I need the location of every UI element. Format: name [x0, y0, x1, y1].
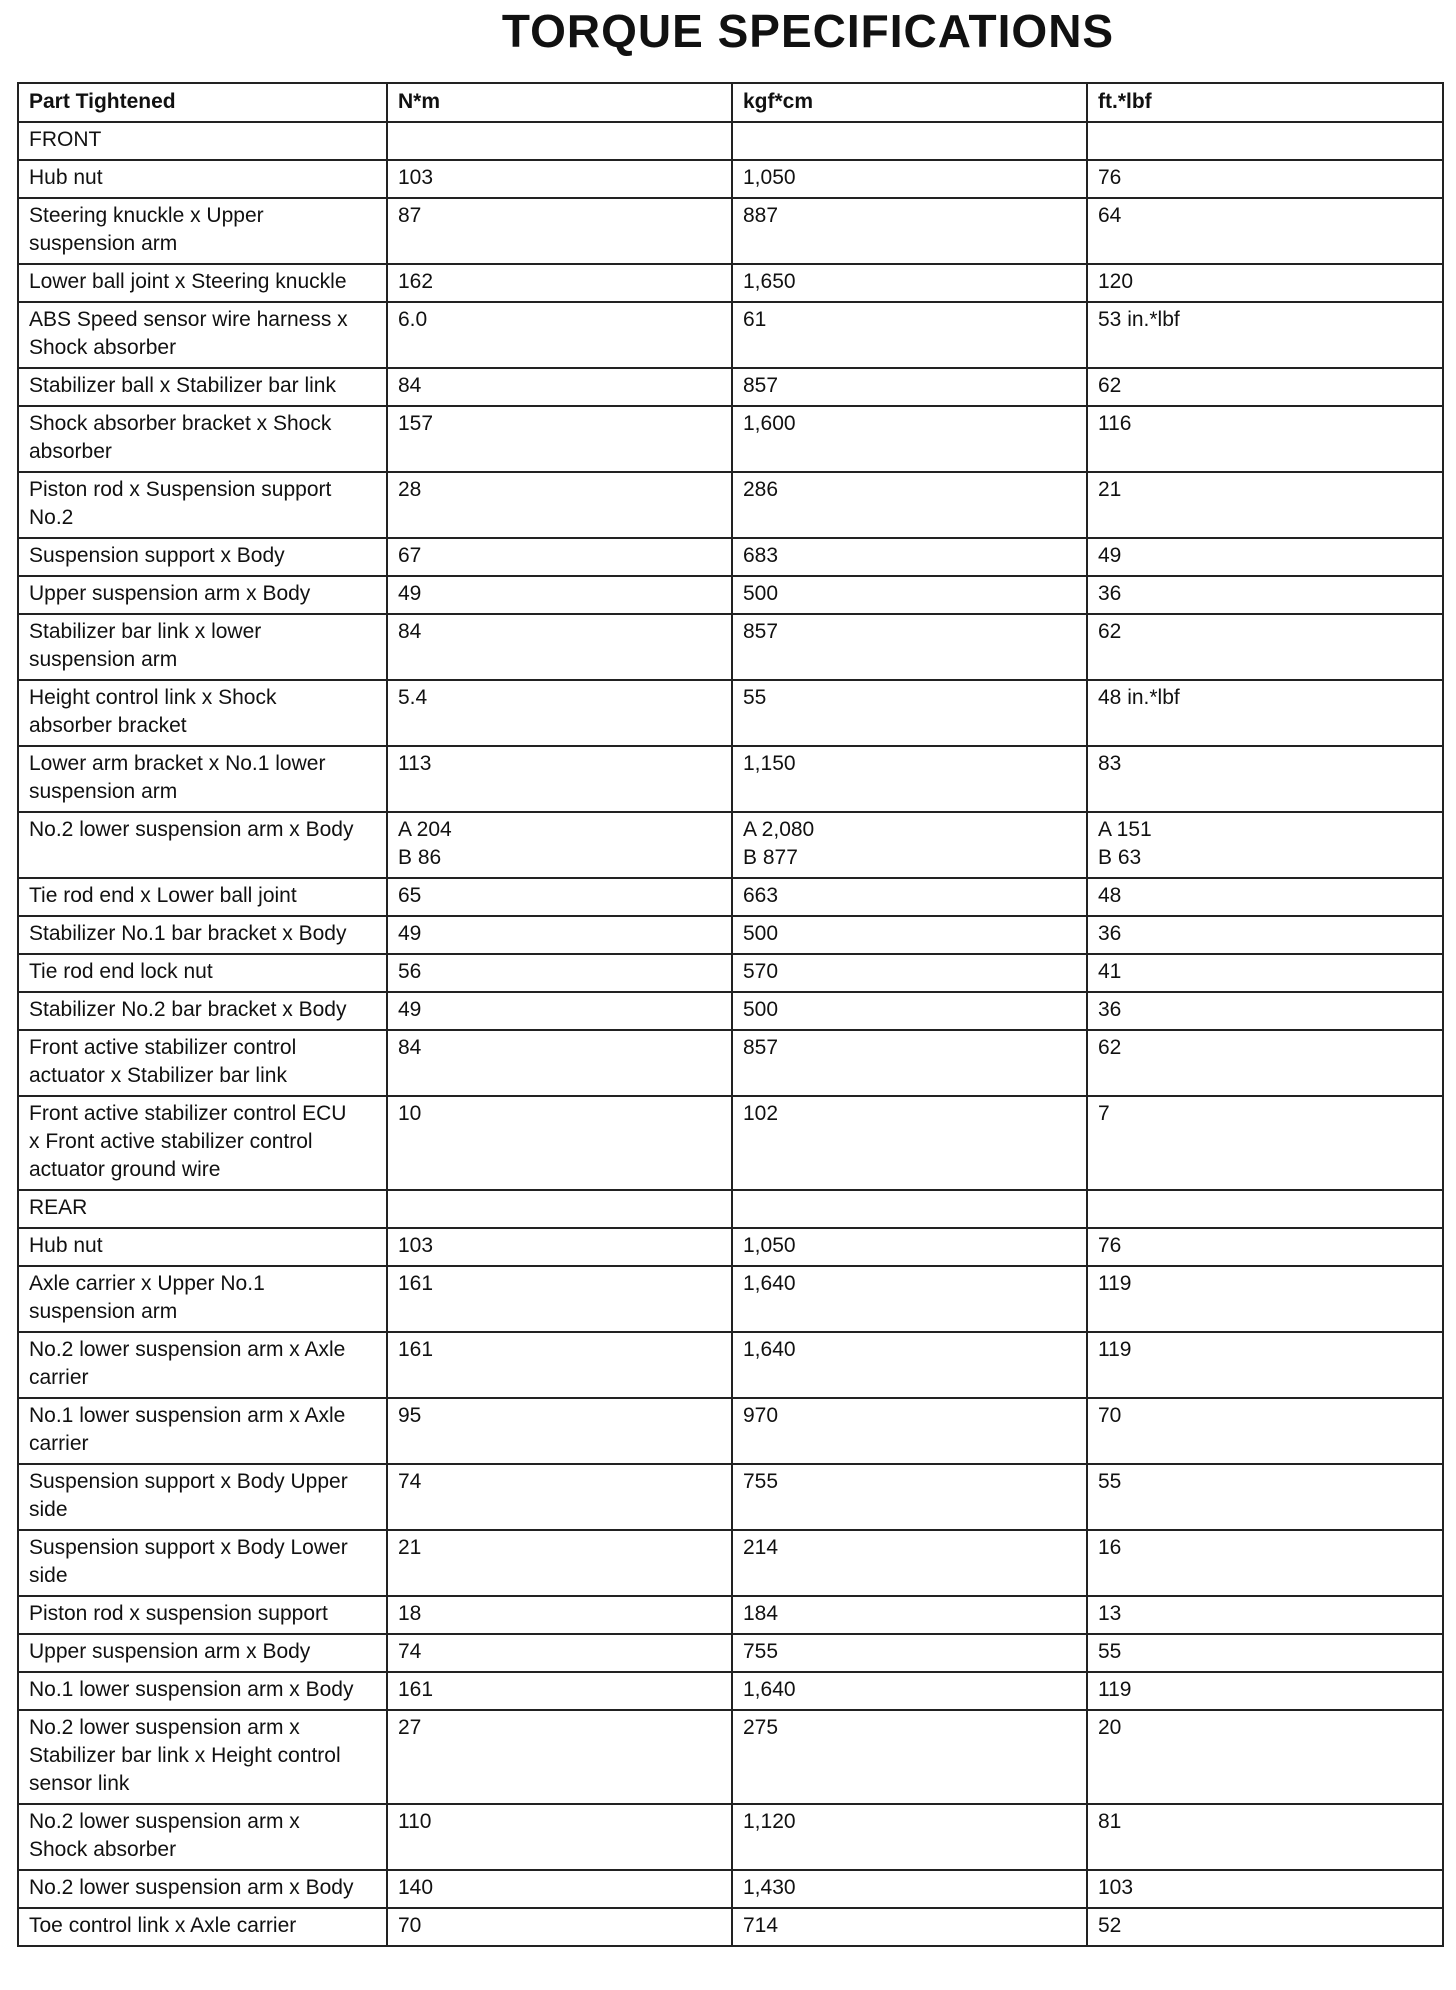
ft-lbf-cell: 64	[1087, 198, 1443, 264]
kgf-cm-cell: 1,050	[732, 1228, 1087, 1266]
table-row	[18, 198, 1443, 264]
table-row	[18, 1672, 1443, 1710]
part-cell: No.2 lower suspension arm x Body	[18, 812, 387, 878]
table-row	[18, 1870, 1443, 1908]
kgf-cm-cell: 55	[732, 680, 1087, 746]
nm-cell: 49	[387, 576, 732, 614]
table-row	[18, 472, 1443, 538]
nm-cell: 162	[387, 264, 732, 302]
kgf-cm-cell: 286	[732, 472, 1087, 538]
ft-lbf-cell	[1087, 1190, 1443, 1228]
kgf-cm-cell: A 2,080 B 877	[732, 812, 1087, 878]
ft-lbf-cell: 119	[1087, 1266, 1443, 1332]
kgf-cm-cell: 857	[732, 368, 1087, 406]
nm-cell	[387, 122, 732, 160]
ft-lbf-cell: 53 in.*lbf	[1087, 302, 1443, 368]
ft-lbf-cell: 76	[1087, 160, 1443, 198]
nm-cell: 49	[387, 992, 732, 1030]
nm-cell: 95	[387, 1398, 732, 1464]
table-row	[18, 1398, 1443, 1464]
part-cell: No.2 lower suspension arm x Shock absorber	[18, 1804, 387, 1870]
header-kgf-cm: kgf*cm	[732, 83, 1087, 122]
ft-lbf-cell: 52	[1087, 1908, 1443, 1946]
part-cell: Axle carrier x Upper No.1 suspension arm	[18, 1266, 387, 1332]
nm-cell: 161	[387, 1266, 732, 1332]
part-cell: No.2 lower suspension arm x Axle carrier	[18, 1332, 387, 1398]
kgf-cm-cell: 755	[732, 1464, 1087, 1530]
part-cell: FRONT	[18, 122, 387, 160]
kgf-cm-cell: 500	[732, 992, 1087, 1030]
kgf-cm-cell	[732, 1190, 1087, 1228]
table-row	[18, 160, 1443, 198]
part-cell: Suspension support x Body Upper side	[18, 1464, 387, 1530]
part-cell: Steering knuckle x Upper suspension arm	[18, 198, 387, 264]
kgf-cm-cell: 184	[732, 1596, 1087, 1634]
nm-cell: 84	[387, 614, 732, 680]
kgf-cm-cell: 61	[732, 302, 1087, 368]
part-cell: Suspension support x Body	[18, 538, 387, 576]
table-row	[18, 878, 1443, 916]
table-row	[18, 368, 1443, 406]
kgf-cm-cell: 214	[732, 1530, 1087, 1596]
part-cell: Upper suspension arm x Body	[18, 576, 387, 614]
table-row	[18, 1266, 1443, 1332]
table-row	[18, 1332, 1443, 1398]
nm-cell: 161	[387, 1672, 732, 1710]
part-cell: Tie rod end x Lower ball joint	[18, 878, 387, 916]
kgf-cm-cell: 275	[732, 1710, 1087, 1804]
kgf-cm-cell: 1,640	[732, 1332, 1087, 1398]
table-row	[18, 1030, 1443, 1096]
part-cell: REAR	[18, 1190, 387, 1228]
part-cell: Piston rod x suspension support	[18, 1596, 387, 1634]
page-title: TORQUE SPECIFICATIONS	[501, 5, 1115, 57]
part-cell: Tie rod end lock nut	[18, 954, 387, 992]
nm-cell: 27	[387, 1710, 732, 1804]
part-cell: Height control link x Shock absorber bracket	[18, 680, 387, 746]
kgf-cm-cell: 857	[732, 1030, 1087, 1096]
nm-cell: 28	[387, 472, 732, 538]
table-row	[18, 1096, 1443, 1190]
nm-cell: 65	[387, 878, 732, 916]
kgf-cm-cell: 1,640	[732, 1266, 1087, 1332]
part-cell: Stabilizer No.2 bar bracket x Body	[18, 992, 387, 1030]
nm-cell: 74	[387, 1464, 732, 1530]
table-row	[18, 122, 1443, 160]
ft-lbf-cell: 55	[1087, 1634, 1443, 1672]
part-cell: Suspension support x Body Lower side	[18, 1530, 387, 1596]
table-row	[18, 538, 1443, 576]
table-header-row	[18, 83, 1443, 122]
kgf-cm-cell: 1,650	[732, 264, 1087, 302]
ft-lbf-cell: 81	[1087, 1804, 1443, 1870]
part-cell: Hub nut	[18, 1228, 387, 1266]
ft-lbf-cell: 116	[1087, 406, 1443, 472]
kgf-cm-cell: 1,120	[732, 1804, 1087, 1870]
kgf-cm-cell: 570	[732, 954, 1087, 992]
part-cell: No.1 lower suspension arm x Body	[18, 1672, 387, 1710]
ft-lbf-cell: 7	[1087, 1096, 1443, 1190]
nm-cell: 6.0	[387, 302, 732, 368]
nm-cell: 74	[387, 1634, 732, 1672]
kgf-cm-cell: 1,640	[732, 1672, 1087, 1710]
kgf-cm-cell: 714	[732, 1908, 1087, 1946]
nm-cell: 110	[387, 1804, 732, 1870]
nm-cell: 161	[387, 1332, 732, 1398]
ft-lbf-cell: A 151 B 63	[1087, 812, 1443, 878]
table-row	[18, 1710, 1443, 1804]
kgf-cm-cell: 663	[732, 878, 1087, 916]
part-cell: Front active stabilizer control ECU x Front active stabilizer control actuator ground wire	[18, 1096, 387, 1190]
part-cell: No.2 lower suspension arm x Stabilizer bar link x Height control sensor link	[18, 1710, 387, 1804]
kgf-cm-cell: 857	[732, 614, 1087, 680]
ft-lbf-cell: 48	[1087, 878, 1443, 916]
nm-cell: A 204 B 86	[387, 812, 732, 878]
ft-lbf-cell: 48 in.*lbf	[1087, 680, 1443, 746]
ft-lbf-cell: 36	[1087, 916, 1443, 954]
part-cell: Lower ball joint x Steering knuckle	[18, 264, 387, 302]
nm-cell: 140	[387, 1870, 732, 1908]
ft-lbf-cell: 120	[1087, 264, 1443, 302]
table-row	[18, 1804, 1443, 1870]
nm-cell: 56	[387, 954, 732, 992]
ft-lbf-cell: 103	[1087, 1870, 1443, 1908]
table-row	[18, 614, 1443, 680]
table-row	[18, 1464, 1443, 1530]
nm-cell: 87	[387, 198, 732, 264]
ft-lbf-cell: 83	[1087, 746, 1443, 812]
nm-cell: 103	[387, 1228, 732, 1266]
nm-cell: 18	[387, 1596, 732, 1634]
table-row	[18, 746, 1443, 812]
ft-lbf-cell: 55	[1087, 1464, 1443, 1530]
nm-cell: 10	[387, 1096, 732, 1190]
table-row	[18, 992, 1443, 1030]
ft-lbf-cell	[1087, 122, 1443, 160]
table-row	[18, 1190, 1443, 1228]
ft-lbf-cell: 119	[1087, 1332, 1443, 1398]
table-row	[18, 264, 1443, 302]
torque-spec-table	[17, 82, 1444, 1947]
nm-cell: 49	[387, 916, 732, 954]
nm-cell	[387, 1190, 732, 1228]
kgf-cm-cell: 500	[732, 576, 1087, 614]
part-cell: Shock absorber bracket x Shock absorber	[18, 406, 387, 472]
part-cell: Stabilizer ball x Stabilizer bar link	[18, 368, 387, 406]
header-part-tightened: Part Tightened	[18, 83, 387, 122]
part-cell: Stabilizer bar link x lower suspension arm	[18, 614, 387, 680]
kgf-cm-cell: 500	[732, 916, 1087, 954]
nm-cell: 157	[387, 406, 732, 472]
table-row	[18, 680, 1443, 746]
kgf-cm-cell: 1,600	[732, 406, 1087, 472]
nm-cell: 84	[387, 368, 732, 406]
part-cell: Front active stabilizer control actuator x Stabilizer bar link	[18, 1030, 387, 1096]
kgf-cm-cell	[732, 122, 1087, 160]
table-row	[18, 916, 1443, 954]
part-cell: No.2 lower suspension arm x Body	[18, 1870, 387, 1908]
nm-cell: 113	[387, 746, 732, 812]
kgf-cm-cell: 683	[732, 538, 1087, 576]
table-row	[18, 576, 1443, 614]
table-row	[18, 1596, 1443, 1634]
ft-lbf-cell: 41	[1087, 954, 1443, 992]
nm-cell: 103	[387, 160, 732, 198]
ft-lbf-cell: 70	[1087, 1398, 1443, 1464]
nm-cell: 21	[387, 1530, 732, 1596]
part-cell: Piston rod x Suspension support No.2	[18, 472, 387, 538]
ft-lbf-cell: 21	[1087, 472, 1443, 538]
kgf-cm-cell: 970	[732, 1398, 1087, 1464]
ft-lbf-cell: 13	[1087, 1596, 1443, 1634]
table-row	[18, 406, 1443, 472]
ft-lbf-cell: 62	[1087, 1030, 1443, 1096]
header-ft-lbf: ft.*lbf	[1087, 83, 1443, 122]
nm-cell: 84	[387, 1030, 732, 1096]
part-cell: No.1 lower suspension arm x Axle carrier	[18, 1398, 387, 1464]
kgf-cm-cell: 755	[732, 1634, 1087, 1672]
ft-lbf-cell: 20	[1087, 1710, 1443, 1804]
kgf-cm-cell: 102	[732, 1096, 1087, 1190]
ft-lbf-cell: 62	[1087, 368, 1443, 406]
ft-lbf-cell: 119	[1087, 1672, 1443, 1710]
table-row	[18, 1908, 1443, 1946]
ft-lbf-cell: 62	[1087, 614, 1443, 680]
ft-lbf-cell: 76	[1087, 1228, 1443, 1266]
kgf-cm-cell: 887	[732, 198, 1087, 264]
table-row	[18, 1634, 1443, 1672]
nm-cell: 70	[387, 1908, 732, 1946]
kgf-cm-cell: 1,430	[732, 1870, 1087, 1908]
header-newton-meter: N*m	[387, 83, 732, 122]
nm-cell: 67	[387, 538, 732, 576]
part-cell: Toe control link x Axle carrier	[18, 1908, 387, 1946]
ft-lbf-cell: 36	[1087, 992, 1443, 1030]
part-cell: Stabilizer No.1 bar bracket x Body	[18, 916, 387, 954]
table-row	[18, 302, 1443, 368]
part-cell: ABS Speed sensor wire harness x Shock absorber	[18, 302, 387, 368]
part-cell: Upper suspension arm x Body	[18, 1634, 387, 1672]
table-row	[18, 1228, 1443, 1266]
ft-lbf-cell: 16	[1087, 1530, 1443, 1596]
part-cell: Hub nut	[18, 160, 387, 198]
table-row	[18, 1530, 1443, 1596]
ft-lbf-cell: 49	[1087, 538, 1443, 576]
ft-lbf-cell: 36	[1087, 576, 1443, 614]
part-cell: Lower arm bracket x No.1 lower suspension arm	[18, 746, 387, 812]
kgf-cm-cell: 1,150	[732, 746, 1087, 812]
table-row	[18, 812, 1443, 878]
table-row	[18, 954, 1443, 992]
nm-cell: 5.4	[387, 680, 732, 746]
kgf-cm-cell: 1,050	[732, 160, 1087, 198]
